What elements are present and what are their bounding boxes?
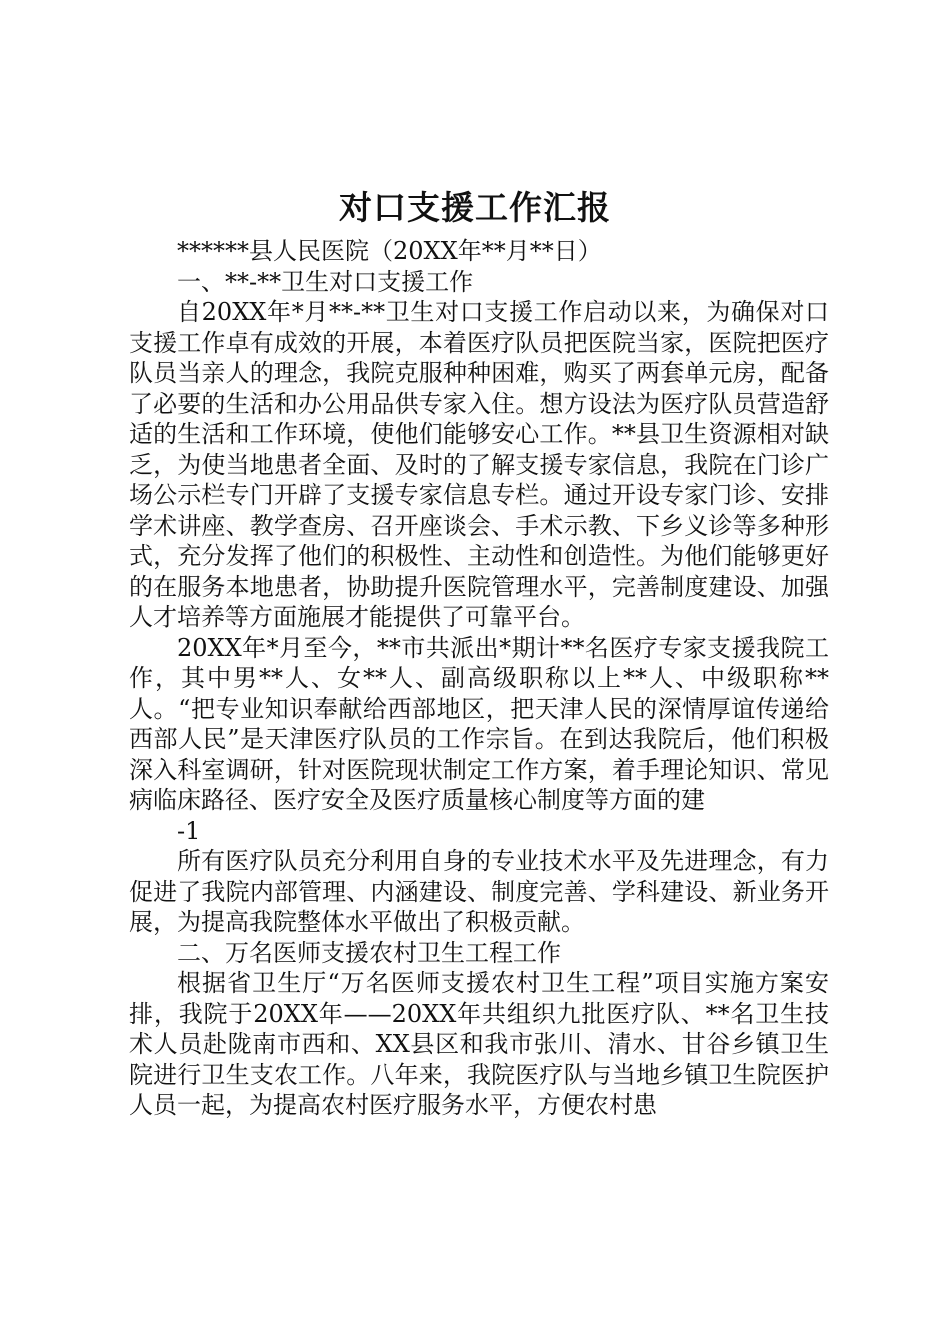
paragraph: 所有医疗队员充分利用自身的专业技术水平及先进理念，有力促进了我院内部管理、内涵建设、制度完善、学科建设、新业务开展，为提高我院整体水平做出了积极贡献。 (129, 847, 829, 936)
section-heading-1: 一、**-**卫生对口支援工作 (177, 267, 474, 296)
document-body (129, 236, 829, 1121)
paragraph: 根据省卫生厅“万名医师支援农村卫生工程”项目实施方案安排，我院于20XX年——20XX年共组织九批医疗队、**名卫生技术人员赴陇南市西和、XX县区和我市张川、清水、甘谷乡镇卫生院进行卫生支农工作。八年来，我院医疗队与当地乡镇卫生院医护人员一起，为提高农村医疗服务水平，方便农村患 (129, 969, 829, 1119)
section-heading-2: 二、万名医师支援农村卫生工程工作 (177, 938, 561, 967)
page-marker: -1 (177, 816, 201, 845)
paragraph: 20XX年*月至今，**市共派出*期计**名医疗专家支援我院工作，其中男**人、女**人、副高级职称以上**人、中级职称**人。“把专业知识奉献给西部地区，把天津人民的深情厚谊传递给西部人民”是天津医疗队员的工作宗旨。在到达我院后，他们积极深入科室调研，针对医院现状制定工作方案，着手理论知识、常见病临床路径、医疗安全及医疗质量核心制度等方面的建 (129, 633, 829, 814)
author-date-line: ******县人民医院（20XX年**月**日） (177, 237, 602, 265)
document-title: 对口支援工作汇报 (339, 188, 611, 227)
paragraph: 自20XX年*月**-**卫生对口支援工作启动以来，为确保对口支援工作卓有成效的开展，本着医疗队员把医院当家，医院把医疗队员当亲人的理念，我院克服种种困难，购买了两套单元房，配备了必要的生活和办公用品供专家入住。想方设法为医疗队员营造舒适的生活和工作环境，使他们能够安心工作。**县卫生资源相对缺乏，为使当地患者全面、及时的了解支援专家信息，我院在门诊广场公示栏专门开辟了支援专家信息专栏。通过开设专家门诊、安排学术讲座、教学查房、召开座谈会、手术示教、下乡义诊等多种形式，充分发挥了他们的积极性、主动性和创造性。为他们能够更好的在服务本地患者，协助提升医院管理水平，完善制度建设、加强人才培养等方面施展才能提供了可靠平台。 (129, 298, 829, 631)
